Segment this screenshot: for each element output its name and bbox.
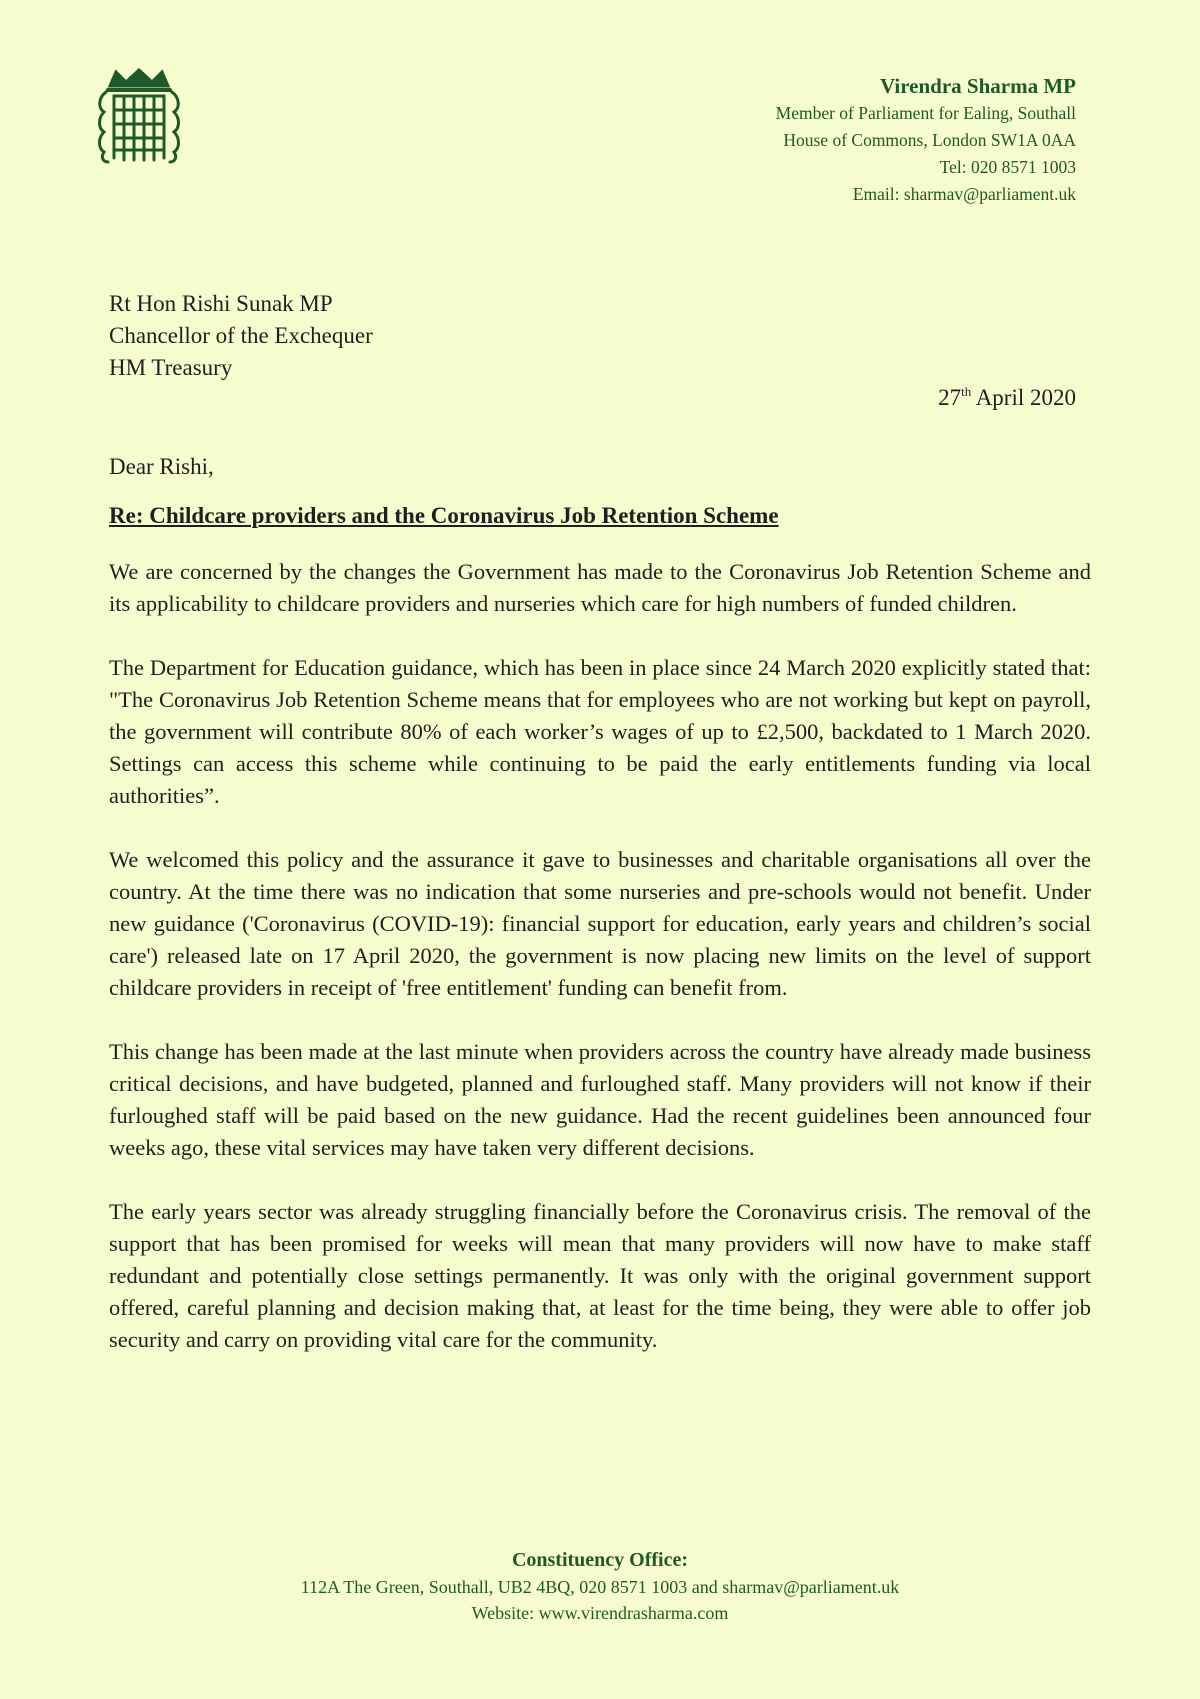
letter-body [109, 556, 1091, 1388]
portcullis-icon [96, 68, 182, 166]
recipient-block [109, 288, 373, 384]
mp-address: House of Commons, London SW1A 0AA [783, 130, 1076, 150]
salutation: Dear Rishi, [109, 454, 214, 479]
footer-heading: Constituency Office: [511, 1549, 689, 1571]
letterhead-contact [776, 72, 1076, 208]
date-day: 27 [938, 385, 962, 410]
subject-line: Re: Childcare providers and the Coronavirus Job Retention Scheme [109, 503, 779, 528]
mp-telephone: Tel: 020 8571 1003 [939, 157, 1076, 177]
letter-date [938, 382, 1076, 414]
recipient-name: Rt Hon Rishi Sunak MP [109, 291, 333, 316]
body-paragraph: This change has been made at the last minute when providers across the country have already made business critical decisions, and have budgeted, planned and furloughed staff. Many providers will not know if their furloughed staff will be paid based on the new guidance. Had the recent guidelines been announced four weeks ago, these vital services may have taken very different decisions. [109, 1039, 1091, 1160]
date-month-year: April 2020 [971, 385, 1076, 410]
mp-name: Virendra Sharma MP [880, 74, 1076, 98]
footer-address: 112A The Green, Southall, UB2 4BQ, 020 8571 1003 and sharmav@parliament.uk [300, 1577, 900, 1597]
recipient-department: HM Treasury [109, 355, 233, 380]
mp-email: Email: sharmav@parliament.uk [852, 184, 1076, 204]
body-paragraph: We welcomed this policy and the assurance it gave to businesses and charitable organisations all over the country. At the time there was no indication that some nurseries and pre-schools would not benefit. Under new guidance ('Coronavirus (COVID-19): financial support for education, early years and children’s social care') released late on 17 April 2020, the government is now placing new limits on the level of support childcare providers in receipt of 'free entitlement' funding can benefit from. [109, 847, 1091, 1000]
date-suffix: th [961, 384, 972, 399]
body-paragraph: The early years sector was already struggling financially before the Coronavirus crisis. The removal of the support that has been promised for weeks will mean that many providers will now have to make staff redundant and potentially close settings permanently. It was only with the original government support offered, careful planning and decision making that, at least for the time being, they were able to offer job security and carry on providing vital care for the community. [109, 1199, 1091, 1352]
constituency-footer [0, 1546, 1200, 1626]
recipient-title: Chancellor of the Exchequer [109, 323, 373, 348]
body-paragraph: We are concerned by the changes the Government has made to the Coronavirus Job Retention Scheme and its applicability to childcare providers and nurseries which care for high numbers of funded children. [109, 559, 1091, 616]
body-paragraph: The Department for Education guidance, which has been in place since 24 March 2020 explicitly stated that: "The Coronavirus Job Retention Scheme means that for employees who are not working but kept on payroll, the government will contribute 80% of each worker’s wages of up to £2,500, backdated to 1 March 2020. Settings can access this scheme while continuing to be paid the early entitlements funding via local authorities”. [109, 655, 1091, 808]
mp-role: Member of Parliament for Ealing, Southall [775, 103, 1076, 123]
footer-website: Website: www.virendrasharma.com [471, 1603, 729, 1623]
